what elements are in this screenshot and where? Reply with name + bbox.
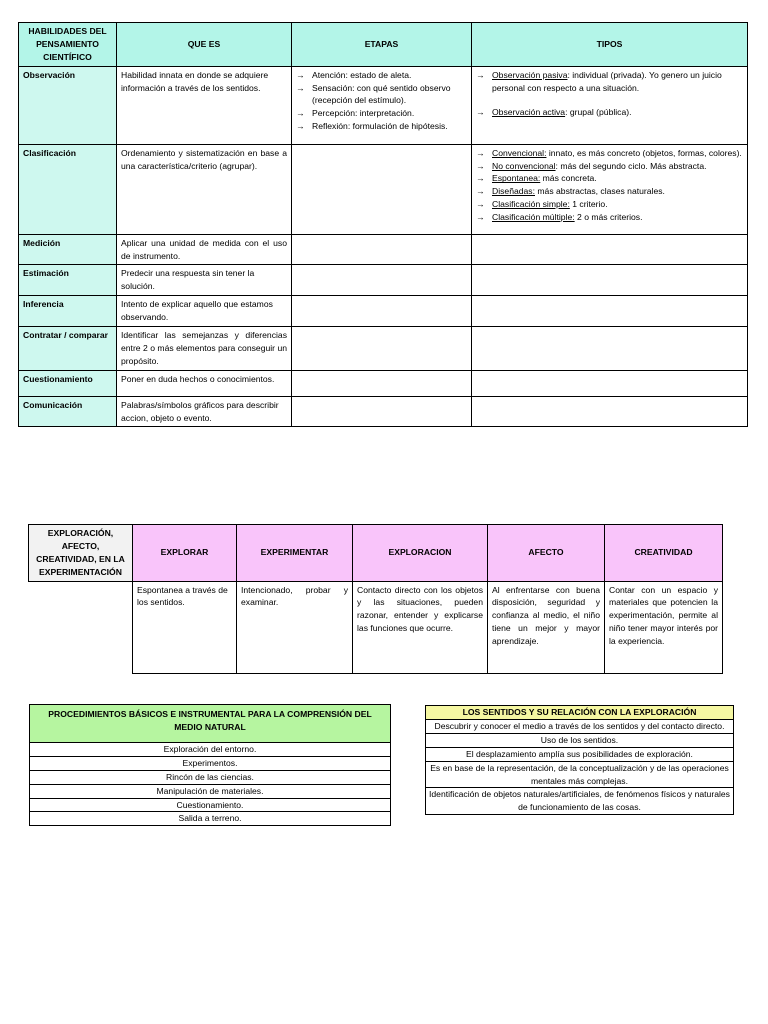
tipo-desc: : más del segundo ciclo. Más abstracta. bbox=[555, 160, 707, 171]
exploracion-table bbox=[28, 524, 723, 674]
etapas-cell bbox=[292, 66, 472, 144]
list-item: El desplazamiento amplía sus posibilidades de exploración. bbox=[426, 747, 734, 761]
header-exploracion-afecto: EXPLORACIÓN, AFECTO, CREATIVIDAD, EN LA EXPERIMENTACIÓN bbox=[29, 525, 133, 582]
etapas-cell bbox=[292, 327, 472, 371]
que-es-cell: Habilidad innata en donde se adquiere información a través de los sentidos. bbox=[117, 66, 292, 144]
list-item: Descubrir y conocer el medio a través de los sentidos y del contacto directo. bbox=[426, 720, 734, 734]
tipo-term: Convencional: bbox=[492, 147, 547, 158]
list-item: Exploración del entorno. bbox=[30, 743, 391, 757]
header-afecto: AFECTO bbox=[488, 525, 605, 582]
explorar-cell: Espontanea a través de los sentidos. bbox=[133, 581, 237, 673]
tipo-term: Espontanea: bbox=[492, 173, 541, 184]
list-item: Uso de los sentidos. bbox=[426, 733, 734, 747]
list-item: Manipulación de materiales. bbox=[30, 784, 391, 798]
etapas-cell bbox=[292, 296, 472, 327]
tipos-cell bbox=[472, 66, 748, 144]
etapa-item: → Percepción: interpretación. bbox=[296, 107, 467, 120]
creatividad-cell: Contar con un espacio y materiales que potencien la experimentación, permite al niño tener mayor interés por la experiencia. bbox=[605, 581, 723, 673]
header-experimentar: EXPERIMENTAR bbox=[237, 525, 353, 582]
etapa-item: → Sensación: con qué sentido observo (recepción del estímulo). bbox=[296, 82, 467, 108]
que-es-cell: Aplicar una unidad de medida con el uso de instrumento. bbox=[117, 234, 292, 265]
tipo-item bbox=[476, 211, 743, 224]
tipos-cell bbox=[472, 396, 748, 427]
table-row bbox=[19, 370, 748, 396]
etapas-cell bbox=[292, 234, 472, 265]
tipos-cell bbox=[472, 234, 748, 265]
tipo-desc: más abstractas, clases naturales. bbox=[535, 186, 665, 197]
experimentar-cell: Intencionado, probar y examinar. bbox=[237, 581, 353, 673]
etapas-cell bbox=[292, 370, 472, 396]
list-item: Cuestionamiento. bbox=[30, 798, 391, 812]
tipo-term: No convencional bbox=[492, 160, 556, 171]
habilidad-cell: Medición bbox=[19, 234, 117, 265]
habilidad-cell: Estimación bbox=[19, 265, 117, 296]
header-tipos: TIPOS bbox=[472, 23, 748, 67]
que-es-cell: Poner en duda hechos o conocimientos. bbox=[117, 370, 292, 396]
list-item: Rincón de las ciencias. bbox=[30, 770, 391, 784]
afecto-cell: Al enfrentarse con buena disposición, seguridad y confianza al medio, el niño tiene un mejor y mayor aprendizaje. bbox=[488, 581, 605, 673]
tipo-term: Diseñadas: bbox=[492, 186, 535, 197]
habilidades-table bbox=[18, 22, 748, 427]
tipos-cell bbox=[472, 265, 748, 296]
tipo-item bbox=[476, 198, 743, 211]
table-row bbox=[19, 234, 748, 265]
tipos-cell bbox=[472, 327, 748, 371]
exploracion-cell: Contacto directo con los objetos y las situaciones, pueden razonar, entender y explicarse las funciones que ocurre. bbox=[353, 581, 488, 673]
tipos-cell bbox=[472, 296, 748, 327]
tipo-desc: más concreta. bbox=[540, 173, 597, 184]
tipo-item bbox=[476, 172, 743, 185]
habilidad-cell: Comunicación bbox=[19, 396, 117, 427]
header-sentidos: LOS SENTIDOS Y SU RELACIÓN CON LA EXPLORACIÓN bbox=[426, 706, 734, 720]
table-row bbox=[19, 327, 748, 371]
header-etapas: ETAPAS bbox=[292, 23, 472, 67]
list-item: Salida a terreno. bbox=[30, 812, 391, 826]
tipo-desc: : individual (privada). Yo genero un juicio personal con respecto a una situación. bbox=[492, 69, 722, 93]
header-creatividad: CREATIVIDAD bbox=[605, 525, 723, 582]
header-procedimientos: PROCEDIMIENTOS BÁSICOS E INSTRUMENTAL PARA LA COMPRENSIÓN DEL MEDIO NATURAL bbox=[30, 705, 391, 743]
habilidad-cell: Inferencia bbox=[19, 296, 117, 327]
tipo-item bbox=[476, 185, 743, 198]
tipo-item bbox=[476, 106, 743, 119]
habilidad-cell: Clasificación bbox=[19, 144, 117, 234]
list-item: Es en base de la representación, de la conceptualización y de las operaciones mentales más complejas. bbox=[426, 761, 734, 788]
tipo-desc: innato, es más concreto (objetos, formas, colores). bbox=[546, 147, 742, 158]
header-explorar: EXPLORAR bbox=[133, 525, 237, 582]
que-es-cell: Identificar las semejanzas y diferencias entre 2 o más elementos para conseguir un propósito. bbox=[117, 327, 292, 371]
list-item: Identificación de objetos naturales/artificiales, de fenómenos físicos y naturales de funcionamiento de las cosas. bbox=[426, 788, 734, 815]
table-row bbox=[19, 144, 748, 234]
sentidos-table bbox=[425, 705, 734, 815]
habilidad-cell: Observación bbox=[19, 66, 117, 144]
list-item: Experimentos. bbox=[30, 756, 391, 770]
que-es-cell: Palabras/símbolos gráficos para describir accion, objeto o evento. bbox=[117, 396, 292, 427]
tipo-term: Observación activa bbox=[492, 107, 566, 118]
table-row bbox=[19, 396, 748, 427]
que-es-cell: Predecir una respuesta sin tener la solución. bbox=[117, 265, 292, 296]
procedimientos-table bbox=[29, 704, 391, 826]
que-es-cell: Intento de explicar aquello que estamos observando. bbox=[117, 296, 292, 327]
header-que-es: QUE ES bbox=[117, 23, 292, 67]
que-es-cell: Ordenamiento y sistematización en base a una característica/criterio (agrupar). bbox=[117, 144, 292, 234]
tipo-desc: 2 o más criterios. bbox=[574, 212, 643, 223]
tipo-item bbox=[476, 147, 743, 160]
table-row bbox=[19, 296, 748, 327]
header-habilidades: HABILIDADES DEL PENSAMIENTO CIENTÍFICO bbox=[19, 23, 117, 67]
etapa-item: → Atención: estado de aleta. bbox=[296, 69, 467, 82]
empty-cell bbox=[29, 581, 133, 673]
etapas-cell bbox=[292, 265, 472, 296]
tipo-term: Observación pasiva bbox=[492, 69, 568, 80]
tipos-cell bbox=[472, 144, 748, 234]
tipo-desc: 1 criterio. bbox=[569, 199, 608, 210]
tipos-cell bbox=[472, 370, 748, 396]
etapas-cell bbox=[292, 396, 472, 427]
header-exploracion: EXPLORACION bbox=[353, 525, 488, 582]
habilidad-cell: Cuestionamiento bbox=[19, 370, 117, 396]
tipo-term: Clasificación simple: bbox=[492, 199, 570, 210]
tipo-item bbox=[476, 160, 743, 173]
table-row bbox=[19, 265, 748, 296]
tipo-desc: : grupal (pública). bbox=[565, 107, 632, 118]
tipo-item bbox=[476, 69, 743, 95]
habilidad-cell: Contratar / comparar bbox=[19, 327, 117, 371]
table-row bbox=[19, 66, 748, 144]
etapas-cell bbox=[292, 144, 472, 234]
tipo-term: Clasificación múltiple: bbox=[492, 212, 575, 223]
etapa-item: → Reflexión: formulación de hipótesis. bbox=[296, 120, 467, 133]
